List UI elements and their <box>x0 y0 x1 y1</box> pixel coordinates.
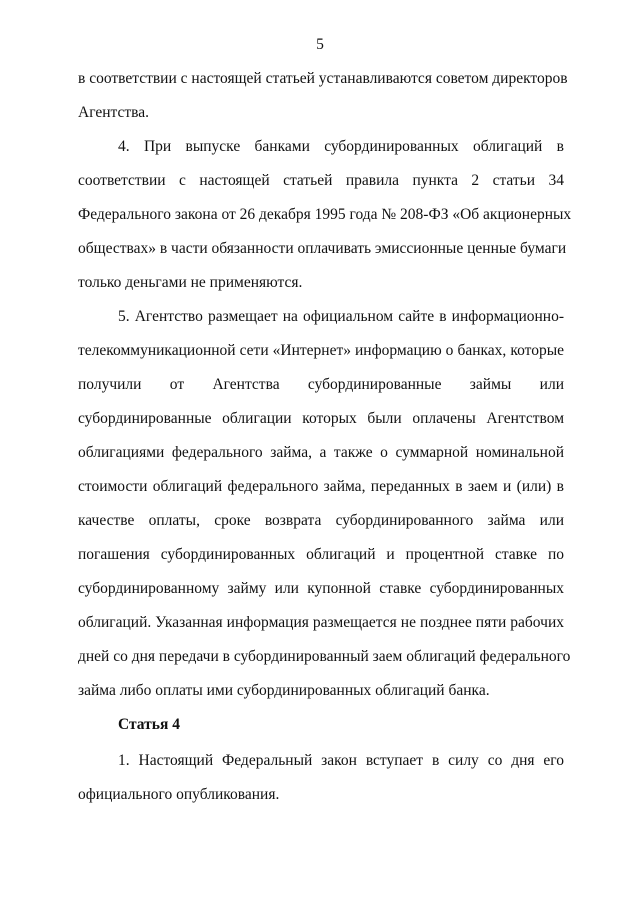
text-line: Агентства. <box>78 104 150 121</box>
paragraph-5-line: субординированные облигации которых были оплачены Агентством <box>78 410 564 427</box>
paragraph-4-line: обществах» в части обязанности оплачивать эмиссионные ценные бумаги <box>78 240 567 257</box>
paragraph-4-line: только деньгами не применяются. <box>78 274 303 291</box>
paragraph-4-line: Федерального закона от 26 декабря 1995 года № 208-ФЗ «Об акционерных <box>78 206 572 223</box>
paragraph-5-line: стоимости облигаций федерального займа, переданных в заем и (или) в <box>78 478 564 495</box>
article-heading: Статья 4 <box>118 716 180 733</box>
document-body <box>78 68 572 818</box>
paragraph-5-line: займа либо оплаты ими субординированных облигаций банка. <box>78 682 490 699</box>
paragraph-5-line: облигаций. Указанная информация размещается не позднее пяти рабочих <box>78 614 564 631</box>
paragraph-5-line: 5. Агентство размещает на официальном сайте в информационно- <box>118 308 564 325</box>
paragraph-4-line: соответствии с настоящей статьей правила пункта 2 статьи 34 <box>78 172 564 189</box>
article-4-line: официального опубликования. <box>78 786 280 803</box>
paragraph-5-line: погашения субординированных облигаций и процентной ставке по <box>78 546 564 563</box>
paragraph-5-line: получили от Агентства субординированные займы или <box>78 376 564 393</box>
paragraph-5-line: телекоммуникационной сети «Интернет» информацию о банках, которые <box>78 342 564 359</box>
text-line: в соответствии с настоящей статьей устанавливаются советом директоров <box>78 70 568 87</box>
paragraph-5-line: качестве оплаты, сроке возврата субординированного займа или <box>78 512 564 529</box>
paragraph-5-line: дней со дня передачи в субординированный заем облигаций федерального <box>78 648 571 665</box>
paragraph-5-line: субординированному займу или купонной ставке субординированных <box>78 580 564 597</box>
article-4-line: 1. Настоящий Федеральный закон вступает в силу со дня его <box>118 752 564 769</box>
paragraph-5-line: облигациями федерального займа, а также о суммарной номинальной <box>78 444 564 461</box>
page-number: 5 <box>316 36 324 53</box>
paragraph-4-line: 4. При выпуске банками субординированных облигаций в <box>118 138 564 155</box>
